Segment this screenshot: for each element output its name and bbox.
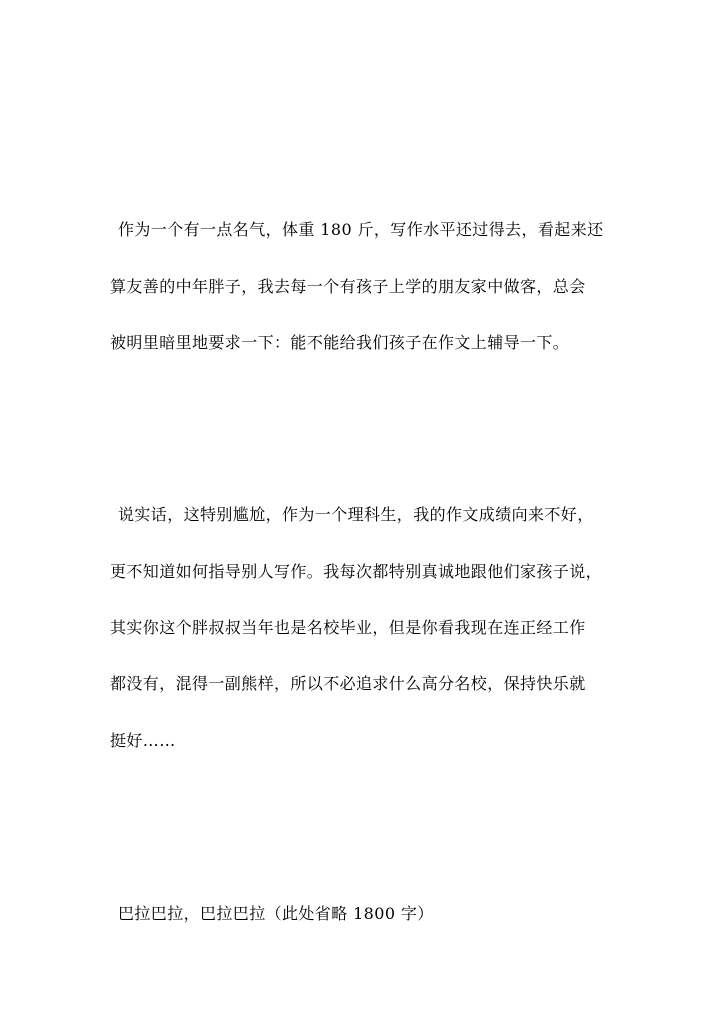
paragraph-1-line-3: 被明里暗里地要求一下：能不能给我们孩子在作文上辅导一下。	[110, 333, 570, 352]
paragraph-2-line-3: 其实你这个胖叔叔当年也是名校毕业，但是你看我现在连正经工作	[110, 618, 586, 637]
paragraph-3-line-1: 巴拉巴拉，巴拉巴拉（此处省略 1800 字）	[118, 904, 434, 923]
paragraph-1-line-2: 算友善的中年胖子，我去每一个有孩子上学的朋友家中做客，总会	[110, 277, 586, 296]
paragraph-2-line-4: 都没有，混得一副熊样，所以不必追求什么高分名校，保持快乐就	[110, 674, 586, 693]
paragraph-2-line-1: 说实话，这特别尴尬，作为一个理科生，我的作文成绩向来不好，	[118, 505, 594, 524]
paragraph-1-line-1: 作为一个有一点名气，体重 180 斤，写作水平还过得去，看起来还	[118, 220, 604, 239]
paragraph-2-line-2: 更不知道如何指导别人写作。我每次都特别真诚地跟他们家孩子说，	[110, 562, 603, 581]
paragraph-2-line-5: 挺好……	[110, 731, 176, 750]
